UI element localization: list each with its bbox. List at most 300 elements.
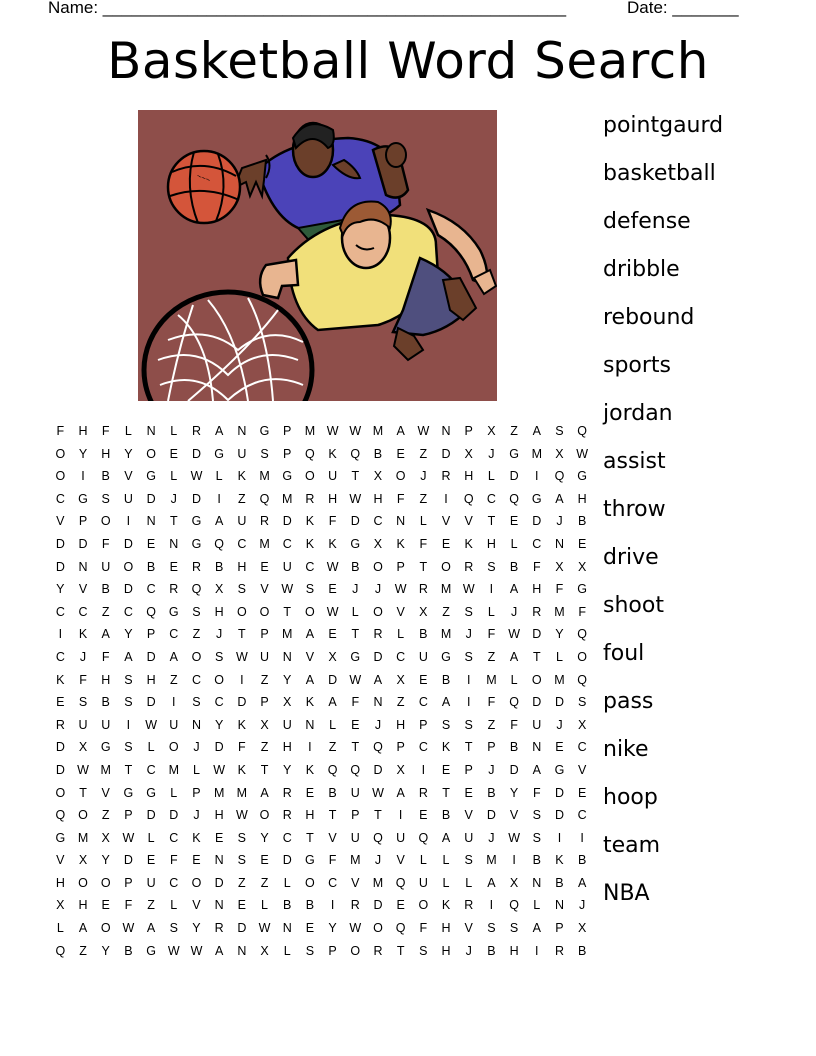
grid-letter[interactable]: M xyxy=(236,785,248,800)
grid-letter[interactable]: E xyxy=(555,740,564,755)
grid-letter[interactable]: T xyxy=(351,469,360,484)
grid-letter[interactable]: A xyxy=(396,424,405,438)
grid-letter[interactable]: S xyxy=(464,604,473,619)
grid-letter[interactable]: T xyxy=(238,627,246,642)
grid-letter[interactable]: A xyxy=(396,785,405,800)
grid-letter[interactable]: W xyxy=(235,649,248,664)
grid-letter[interactable]: O xyxy=(305,875,315,890)
grid-letter[interactable]: M xyxy=(531,446,542,461)
grid-letter[interactable]: G xyxy=(509,446,519,461)
grid-letter[interactable]: E xyxy=(509,514,519,529)
grid-letter[interactable]: B xyxy=(487,785,496,800)
grid-letter[interactable]: Y xyxy=(124,446,133,461)
grid-letter[interactable]: N xyxy=(532,740,542,755)
grid-letter[interactable]: U xyxy=(464,830,474,845)
grid-letter[interactable]: D xyxy=(282,853,292,868)
grid-letter[interactable]: X xyxy=(509,875,519,890)
grid-letter[interactable]: R xyxy=(418,785,428,800)
grid-letter[interactable]: Q xyxy=(577,627,588,642)
grid-letter[interactable]: Q xyxy=(259,491,270,506)
grid-letter[interactable]: W xyxy=(235,808,248,823)
grid-letter[interactable]: C xyxy=(214,695,224,710)
grid-letter[interactable]: W xyxy=(213,762,226,777)
grid-letter[interactable]: B xyxy=(532,853,541,868)
grid-letter[interactable]: B xyxy=(101,469,110,484)
grid-letter[interactable]: G xyxy=(441,649,451,664)
grid-letter[interactable]: N xyxy=(146,424,156,438)
grid-letter[interactable]: A xyxy=(555,491,564,506)
grid-letter[interactable]: E xyxy=(464,785,473,800)
grid-letter[interactable]: V xyxy=(78,582,88,597)
grid-letter[interactable]: M xyxy=(259,469,270,484)
grid-letter[interactable]: F xyxy=(419,536,428,551)
grid-letter[interactable]: E xyxy=(577,785,587,800)
grid-letter[interactable]: I xyxy=(217,491,221,506)
grid-letter[interactable]: P xyxy=(192,785,201,800)
grid-letter[interactable]: L xyxy=(170,424,178,438)
grid-letter[interactable]: Z xyxy=(101,604,110,619)
grid-letter[interactable]: M xyxy=(440,582,452,597)
grid-letter[interactable]: D xyxy=(350,514,360,529)
grid-letter[interactable]: I xyxy=(58,627,63,642)
grid-letter[interactable]: S xyxy=(192,604,201,619)
grid-letter[interactable]: U xyxy=(532,717,542,732)
grid-letter[interactable]: D xyxy=(509,762,519,777)
grid-letter[interactable]: W xyxy=(145,717,157,732)
grid-letter[interactable]: V xyxy=(396,604,405,619)
grid-letter[interactable]: Q xyxy=(350,446,361,461)
grid-letter[interactable]: A xyxy=(532,762,541,777)
grid-letter[interactable]: J xyxy=(420,469,427,484)
grid-letter[interactable]: E xyxy=(351,717,360,732)
grid-letter[interactable]: E xyxy=(169,559,178,574)
grid-letter[interactable]: V xyxy=(351,875,360,890)
grid-letter[interactable]: M xyxy=(554,672,565,687)
grid-letter[interactable]: J xyxy=(579,898,586,913)
grid-letter[interactable]: B xyxy=(214,559,224,574)
grid-letter[interactable]: D xyxy=(554,808,564,823)
grid-letter[interactable]: N xyxy=(191,717,201,732)
grid-letter[interactable]: U xyxy=(260,649,270,664)
grid-letter[interactable]: K xyxy=(305,762,315,777)
grid-letter[interactable]: B xyxy=(441,808,451,823)
grid-letter[interactable]: E xyxy=(56,695,65,710)
grid-letter[interactable]: K xyxy=(328,446,337,461)
grid-letter[interactable]: E xyxy=(305,785,315,800)
grid-letter[interactable]: Z xyxy=(260,672,269,687)
grid-letter[interactable]: U xyxy=(78,717,88,732)
grid-letter[interactable]: J xyxy=(374,853,382,868)
grid-letter[interactable]: P xyxy=(328,943,337,958)
grid-letter[interactable]: R xyxy=(373,943,383,958)
grid-letter[interactable]: Z xyxy=(238,491,246,506)
grid-letter[interactable]: P xyxy=(124,875,133,890)
grid-letter[interactable]: D xyxy=(282,514,292,529)
grid-letter[interactable]: X xyxy=(396,672,405,687)
grid-letter[interactable]: R xyxy=(350,898,360,913)
grid-letter[interactable]: V xyxy=(464,921,473,936)
grid-letter[interactable]: J xyxy=(79,649,87,664)
grid-letter[interactable]: P xyxy=(124,808,133,823)
grid-letter[interactable]: O xyxy=(350,943,361,958)
grid-letter[interactable]: K xyxy=(305,695,315,710)
grid-letter[interactable]: U xyxy=(282,717,292,732)
grid-letter[interactable]: C xyxy=(123,604,133,619)
grid-letter[interactable]: S xyxy=(509,921,519,936)
grid-letter[interactable]: Q xyxy=(214,536,225,551)
grid-letter[interactable]: Q xyxy=(395,921,406,936)
grid-letter[interactable]: G xyxy=(146,469,156,484)
grid-letter[interactable]: H xyxy=(441,943,451,958)
grid-letter[interactable]: L xyxy=(442,853,450,868)
grid-letter[interactable]: M xyxy=(372,424,384,438)
grid-letter[interactable]: R xyxy=(55,717,65,732)
grid-letter[interactable]: B xyxy=(101,582,110,597)
grid-letter[interactable]: W xyxy=(576,446,589,461)
grid-letter[interactable]: Z xyxy=(260,875,269,890)
grid-letter[interactable]: L xyxy=(419,853,427,868)
grid-letter[interactable]: Z xyxy=(147,898,155,913)
grid-letter[interactable]: N xyxy=(441,424,451,438)
grid-letter[interactable]: U xyxy=(350,785,360,800)
grid-letter[interactable]: X xyxy=(78,740,88,755)
grid-letter[interactable]: G xyxy=(350,649,361,664)
grid-letter[interactable]: X xyxy=(214,582,224,597)
grid-letter[interactable]: N xyxy=(214,898,224,913)
grid-letter[interactable]: G xyxy=(554,762,565,777)
grid-letter[interactable]: L xyxy=(465,875,473,890)
grid-letter[interactable]: G xyxy=(168,604,179,619)
grid-letter[interactable]: L xyxy=(124,424,132,438)
grid-letter[interactable]: V xyxy=(464,514,473,529)
grid-letter[interactable]: W xyxy=(508,627,520,642)
grid-letter[interactable]: M xyxy=(372,875,384,890)
grid-letter[interactable]: O xyxy=(168,740,179,755)
grid-letter[interactable]: Y xyxy=(101,943,110,958)
grid-letter[interactable]: I xyxy=(535,943,539,958)
grid-letter[interactable]: R xyxy=(282,785,292,800)
grid-letter[interactable]: Q xyxy=(577,424,588,438)
grid-letter[interactable]: F xyxy=(79,672,87,687)
grid-letter[interactable]: T xyxy=(532,649,541,664)
grid-letter[interactable]: Y xyxy=(78,446,88,461)
grid-letter[interactable]: F xyxy=(487,627,496,642)
grid-letter[interactable]: O xyxy=(259,604,270,619)
grid-letter[interactable]: B xyxy=(328,785,337,800)
grid-letter[interactable]: F xyxy=(169,853,178,868)
grid-letter[interactable]: O xyxy=(78,875,88,890)
grid-letter[interactable]: M xyxy=(554,604,565,619)
grid-letter[interactable]: L xyxy=(215,469,223,484)
grid-letter[interactable]: Z xyxy=(442,604,450,619)
grid-letter[interactable]: X xyxy=(328,649,337,664)
grid-letter[interactable]: F xyxy=(555,582,564,597)
grid-letter[interactable]: P xyxy=(396,740,405,755)
grid-letter[interactable]: J xyxy=(193,740,200,755)
grid-letter[interactable]: O xyxy=(395,469,406,484)
grid-letter[interactable]: R xyxy=(532,604,542,619)
grid-letter[interactable]: C xyxy=(577,808,587,823)
grid-letter[interactable]: V xyxy=(56,514,65,529)
grid-letter[interactable]: K xyxy=(192,830,201,845)
grid-letter[interactable]: L xyxy=(442,875,450,890)
grid-letter[interactable]: P xyxy=(260,627,269,642)
grid-letter[interactable]: O xyxy=(191,875,202,890)
grid-letter[interactable]: S xyxy=(532,808,541,823)
grid-letter[interactable]: L xyxy=(487,469,495,484)
grid-letter[interactable]: P xyxy=(464,424,473,438)
grid-letter[interactable]: W xyxy=(417,424,430,438)
grid-letter[interactable]: Y xyxy=(124,627,133,642)
grid-letter[interactable]: S xyxy=(169,921,178,936)
grid-letter[interactable]: W xyxy=(190,469,203,484)
grid-letter[interactable]: B xyxy=(577,514,587,529)
grid-letter[interactable]: F xyxy=(510,717,518,732)
grid-letter[interactable]: Q xyxy=(191,582,202,597)
grid-letter[interactable]: E xyxy=(441,536,451,551)
grid-letter[interactable]: C xyxy=(237,536,247,551)
grid-letter[interactable]: Y xyxy=(192,921,201,936)
grid-letter[interactable]: F xyxy=(578,604,586,619)
grid-letter[interactable]: B xyxy=(419,627,428,642)
grid-letter[interactable]: O xyxy=(78,808,88,823)
grid-letter[interactable]: D xyxy=(237,921,247,936)
grid-letter[interactable]: O xyxy=(55,785,66,800)
grid-letter[interactable]: P xyxy=(146,627,156,642)
grid-letter[interactable]: I xyxy=(535,469,539,484)
grid-letter[interactable]: Z xyxy=(487,649,496,664)
grid-letter[interactable]: L xyxy=(533,898,541,913)
grid-letter[interactable]: E xyxy=(396,446,405,461)
grid-letter[interactable]: N xyxy=(554,898,564,913)
grid-letter[interactable]: G xyxy=(191,536,202,551)
grid-letter[interactable]: E xyxy=(396,898,405,913)
grid-letter[interactable]: D xyxy=(55,740,65,755)
grid-letter[interactable]: W xyxy=(508,830,520,845)
grid-letter[interactable]: N xyxy=(169,536,179,551)
grid-letter[interactable]: N xyxy=(554,536,564,551)
grid-letter[interactable]: K xyxy=(237,717,247,732)
grid-letter[interactable]: N xyxy=(237,943,247,958)
grid-letter[interactable]: O xyxy=(305,604,315,619)
grid-letter[interactable]: P xyxy=(283,446,292,461)
grid-letter[interactable]: O xyxy=(259,808,270,823)
grid-letter[interactable]: G xyxy=(146,785,156,800)
grid-letter[interactable]: T xyxy=(396,943,405,958)
grid-letter[interactable]: L xyxy=(192,762,200,777)
grid-letter[interactable]: S xyxy=(101,491,110,506)
grid-letter[interactable]: D xyxy=(146,649,156,664)
grid-letter[interactable]: U xyxy=(328,469,338,484)
grid-letter[interactable]: C xyxy=(146,582,156,597)
grid-letter[interactable]: Z xyxy=(169,672,178,687)
grid-letter[interactable]: X xyxy=(260,943,269,958)
grid-letter[interactable]: N xyxy=(396,514,406,529)
grid-letter[interactable]: M xyxy=(282,491,293,506)
grid-letter[interactable]: L xyxy=(329,717,337,732)
grid-letter[interactable]: D xyxy=(441,446,451,461)
grid-letter[interactable]: G xyxy=(531,491,542,506)
grid-letter[interactable]: L xyxy=(555,649,563,664)
grid-letter[interactable]: N xyxy=(532,875,542,890)
grid-letter[interactable]: C xyxy=(373,514,383,529)
grid-letter[interactable]: R xyxy=(554,943,564,958)
grid-letter[interactable]: V xyxy=(396,853,405,868)
grid-letter[interactable]: D xyxy=(509,469,519,484)
grid-letter[interactable]: V xyxy=(577,762,587,777)
grid-letter[interactable]: W xyxy=(190,943,203,958)
grid-letter[interactable]: O xyxy=(236,604,247,619)
grid-letter[interactable]: O xyxy=(441,559,451,574)
grid-letter[interactable]: I xyxy=(172,695,176,710)
grid-letter[interactable]: I xyxy=(557,830,562,845)
grid-letter[interactable]: I xyxy=(466,695,471,710)
grid-letter[interactable]: N xyxy=(78,559,88,574)
grid-letter[interactable]: Q xyxy=(395,875,406,890)
grid-letter[interactable]: E xyxy=(101,898,110,913)
grid-letter[interactable]: C xyxy=(169,875,179,890)
grid-letter[interactable]: D xyxy=(554,695,564,710)
grid-letter[interactable]: B xyxy=(373,446,383,461)
grid-letter[interactable]: W xyxy=(394,582,407,597)
grid-letter[interactable]: W xyxy=(326,559,339,574)
grid-letter[interactable]: H xyxy=(101,672,111,687)
grid-letter[interactable]: V xyxy=(56,853,65,868)
grid-letter[interactable]: J xyxy=(465,627,472,642)
grid-letter[interactable]: F xyxy=(328,514,337,529)
grid-letter[interactable]: A xyxy=(509,649,519,664)
grid-letter[interactable]: H xyxy=(214,808,224,823)
grid-letter[interactable]: X xyxy=(373,536,383,551)
grid-letter[interactable]: W xyxy=(77,762,89,777)
grid-letter[interactable]: L xyxy=(510,672,518,687)
grid-letter[interactable]: W xyxy=(462,582,475,597)
grid-letter[interactable]: S xyxy=(464,853,473,868)
grid-letter[interactable]: Q xyxy=(55,943,66,958)
grid-letter[interactable]: E xyxy=(328,627,337,642)
grid-letter[interactable]: D xyxy=(532,627,542,642)
grid-letter[interactable]: C xyxy=(78,604,88,619)
grid-letter[interactable]: A xyxy=(532,921,541,936)
grid-letter[interactable]: G xyxy=(100,740,111,755)
grid-letter[interactable]: J xyxy=(556,717,563,732)
grid-letter[interactable]: X xyxy=(419,604,428,619)
grid-letter[interactable]: S xyxy=(192,695,201,710)
grid-letter[interactable]: L xyxy=(351,604,359,619)
grid-letter[interactable]: H xyxy=(101,446,111,461)
grid-letter[interactable]: G xyxy=(55,830,66,845)
grid-letter[interactable]: N xyxy=(373,695,383,710)
grid-letter[interactable]: J xyxy=(510,604,518,619)
grid-letter[interactable]: O xyxy=(373,921,383,936)
grid-letter[interactable]: K xyxy=(555,853,564,868)
grid-letter[interactable]: I xyxy=(444,491,448,506)
grid-letter[interactable]: Q xyxy=(463,491,474,506)
grid-letter[interactable]: S xyxy=(305,943,315,958)
grid-letter[interactable]: S xyxy=(78,695,88,710)
grid-letter[interactable]: H xyxy=(509,943,519,958)
grid-letter[interactable]: P xyxy=(487,740,496,755)
grid-letter[interactable]: B xyxy=(509,740,519,755)
grid-letter[interactable]: B xyxy=(577,853,587,868)
grid-letter[interactable]: L xyxy=(56,921,64,936)
grid-letter[interactable]: T xyxy=(328,808,337,823)
grid-letter[interactable]: Y xyxy=(283,672,292,687)
grid-letter[interactable]: H xyxy=(305,808,315,823)
grid-letter[interactable]: T xyxy=(464,740,473,755)
grid-letter[interactable]: V xyxy=(509,808,519,823)
grid-letter[interactable]: M xyxy=(440,627,452,642)
grid-letter[interactable]: D xyxy=(78,536,88,551)
grid-letter[interactable]: U xyxy=(418,649,428,664)
grid-letter[interactable]: A xyxy=(124,649,133,664)
grid-letter[interactable]: B xyxy=(124,943,133,958)
grid-letter[interactable]: D xyxy=(169,808,179,823)
grid-letter[interactable]: K xyxy=(305,536,315,551)
grid-letter[interactable]: Y xyxy=(283,762,292,777)
grid-letter[interactable]: W xyxy=(349,491,362,506)
grid-letter[interactable]: F xyxy=(238,740,246,755)
grid-letter[interactable]: S xyxy=(124,672,133,687)
grid-letter[interactable]: G xyxy=(191,514,202,529)
grid-letter[interactable]: C xyxy=(55,649,65,664)
grid-letter[interactable]: T xyxy=(374,808,382,823)
grid-letter[interactable]: A xyxy=(487,875,496,890)
grid-letter[interactable]: L xyxy=(397,627,405,642)
grid-letter[interactable]: Q xyxy=(373,830,383,845)
grid-letter[interactable]: P xyxy=(78,514,88,529)
grid-letter[interactable]: L xyxy=(261,898,268,913)
grid-letter[interactable]: O xyxy=(373,559,383,574)
grid-letter[interactable]: S xyxy=(555,424,564,438)
grid-letter[interactable]: X xyxy=(577,921,587,936)
grid-letter[interactable]: H xyxy=(237,559,247,574)
grid-letter[interactable]: I xyxy=(308,740,312,755)
grid-letter[interactable]: S xyxy=(441,717,451,732)
grid-letter[interactable]: D xyxy=(146,808,156,823)
grid-letter[interactable]: T xyxy=(169,514,178,529)
grid-letter[interactable]: K xyxy=(441,898,451,913)
grid-letter[interactable]: D xyxy=(532,514,542,529)
grid-letter[interactable]: X xyxy=(283,695,292,710)
grid-letter[interactable]: S xyxy=(124,695,133,710)
grid-letter[interactable]: Z xyxy=(260,740,269,755)
grid-letter[interactable]: K xyxy=(396,536,405,551)
grid-letter[interactable]: F xyxy=(419,921,428,936)
grid-letter[interactable]: C xyxy=(418,740,428,755)
grid-letter[interactable]: C xyxy=(486,491,496,506)
grid-letter[interactable]: B xyxy=(487,943,496,958)
grid-letter[interactable]: E xyxy=(419,672,428,687)
grid-letter[interactable]: S xyxy=(237,830,247,845)
grid-letter[interactable]: Q xyxy=(509,695,519,710)
grid-letter[interactable]: C xyxy=(577,740,587,755)
grid-letter[interactable]: N xyxy=(282,649,292,664)
grid-letter[interactable]: J xyxy=(352,582,359,597)
grid-letter[interactable]: M xyxy=(213,785,225,800)
grid-letter[interactable]: S xyxy=(260,446,269,461)
grid-letter[interactable]: X xyxy=(555,559,564,574)
grid-letter[interactable]: W xyxy=(167,943,180,958)
grid-letter[interactable]: J xyxy=(193,808,200,823)
grid-letter[interactable]: E xyxy=(214,830,224,845)
grid-letter[interactable]: M xyxy=(259,536,270,551)
grid-letter[interactable]: Q xyxy=(509,898,519,913)
grid-letter[interactable]: F xyxy=(56,424,65,438)
grid-letter[interactable]: X xyxy=(464,446,473,461)
grid-letter[interactable]: K xyxy=(305,514,315,529)
grid-letter[interactable]: P xyxy=(396,559,405,574)
